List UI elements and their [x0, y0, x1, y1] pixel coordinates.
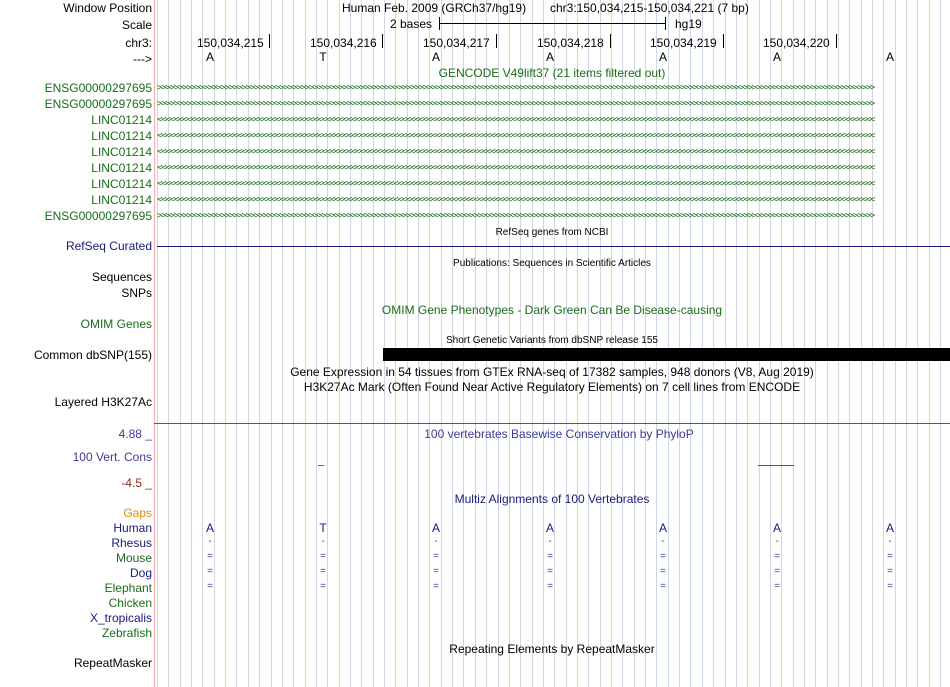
alignment-dog-base: = [660, 566, 666, 577]
species-label[interactable]: Human [113, 521, 152, 535]
alignment-human-base: A [545, 521, 555, 535]
alignment-elephant-base: = [433, 581, 439, 592]
h3k27ac-baseline [154, 423, 950, 424]
alignment-elephant-base: = [887, 581, 893, 592]
label-separator [154, 0, 155, 687]
cons-scale-min: -4.5 _ [121, 476, 152, 490]
alignment-elephant-base: = [207, 581, 213, 592]
gencode-gene-label[interactable]: ENSG00000297695 [44, 81, 152, 95]
gencode-gene-feature[interactable]: >>>>>>>>>>>>>>>>>>>>>>>>>>>>>>>>>>>>>>>>>>>>>>>>>>>>>>>>>>>>>>>>>>>>>>>>>>>>>>>>>>>>>>>>>>>>>>>>>>>>>>>>>>>>>>>>>>>>>>>>>>>>>>>>>>>>>>>>>>>>>>>>>>>>>>>>>>>>>>>>>>>>>>>>>> [157, 84, 875, 93]
gencode-gene-label[interactable]: LINC01214 [91, 145, 152, 159]
coordinate-tick [723, 34, 724, 48]
snps-label[interactable]: SNPs [121, 286, 152, 300]
alignment-human-base: A [658, 521, 668, 535]
coordinate-label: 150,034,217 [423, 36, 490, 50]
coordinate-label: 150,034,219 [650, 36, 717, 50]
dbsnp-track-title: Short Genetic Variants from dbSNP release 155 [446, 335, 658, 346]
ruler-base: A [431, 50, 441, 64]
alignment-mouse-base: = [660, 551, 666, 562]
repeatmasker-track-title: Repeating Elements by RepeatMasker [449, 642, 655, 656]
coordinate-label: 150,034,220 [763, 36, 830, 50]
species-label[interactable]: X_tropicalis [89, 611, 152, 625]
alignment-dog-base: = [547, 566, 553, 577]
publications-track-title: Publications: Sequences in Scientific Articles [453, 258, 651, 269]
coordinate-label: 150,034,215 [197, 36, 264, 50]
ruler-base: A [205, 50, 215, 64]
scale-db: hg19 [675, 17, 702, 31]
vert-cons-label[interactable]: 100 Vert. Cons [72, 450, 152, 464]
alignment-mouse-base: = [433, 551, 439, 562]
gencode-gene-label[interactable]: LINC01214 [91, 177, 152, 191]
alignment-rhesus-base: - [888, 536, 892, 547]
alignment-dog-base: = [887, 566, 893, 577]
species-label[interactable]: Elephant [104, 581, 152, 595]
alignment-rhesus-base: - [434, 536, 438, 547]
gencode-gene-label[interactable]: LINC01214 [91, 161, 152, 175]
alignment-human-base: T [319, 521, 327, 535]
gencode-gene-label[interactable]: LINC01214 [91, 129, 152, 143]
gencode-gene-feature[interactable]: <<<<<<<<<<<<<<<<<<<<<<<<<<<<<<<<<<<<<<<<<<<<<<<<<<<<<<<<<<<<<<<<<<<<<<<<<<<<<<<<<<<<<<<<<<<<<<<<<<<<<<<<<<<<<<<<<<<<<<<<<<<<<<<<<<<<<<<<<<<<<<<<<<<<<<<<<<<<<<<<<<<<<<<<<< [157, 116, 875, 125]
coordinate-tick [269, 34, 270, 48]
scale-label: Scale [121, 18, 152, 32]
coordinate-tick [610, 34, 611, 48]
ruler-base: A [545, 50, 555, 64]
omim-track-title: OMIM Gene Phenotypes - Dark Green Can Be Disease-causing [381, 303, 723, 317]
species-label[interactable]: Mouse [115, 551, 152, 565]
gencode-gene-feature[interactable]: <<<<<<<<<<<<<<<<<<<<<<<<<<<<<<<<<<<<<<<<<<<<<<<<<<<<<<<<<<<<<<<<<<<<<<<<<<<<<<<<<<<<<<<<<<<<<<<<<<<<<<<<<<<<<<<<<<<<<<<<<<<<<<<<<<<<<<<<<<<<<<<<<<<<<<<<<<<<<<<<<<<<<<<<<< [157, 148, 875, 157]
alignment-human-base: A [205, 521, 215, 535]
alignment-elephant-base: = [660, 581, 666, 592]
phylop-track-title: 100 vertebrates Basewise Conservation by PhyloP [424, 427, 694, 441]
alignment-mouse-base: = [774, 551, 780, 562]
alignment-mouse-base: = [547, 551, 553, 562]
gencode-gene-feature[interactable]: <<<<<<<<<<<<<<<<<<<<<<<<<<<<<<<<<<<<<<<<<<<<<<<<<<<<<<<<<<<<<<<<<<<<<<<<<<<<<<<<<<<<<<<<<<<<<<<<<<<<<<<<<<<<<<<<<<<<<<<<<<<<<<<<<<<<<<<<<<<<<<<<<<<<<<<<<<<<<<<<<<<<<<<<<< [157, 180, 875, 189]
alignment-dog-base: = [207, 566, 213, 577]
multiz-track-title: Multiz Alignments of 100 Vertebrates [454, 492, 650, 506]
ruler-base: A [658, 50, 668, 64]
gencode-gene-feature[interactable]: <<<<<<<<<<<<<<<<<<<<<<<<<<<<<<<<<<<<<<<<<<<<<<<<<<<<<<<<<<<<<<<<<<<<<<<<<<<<<<<<<<<<<<<<<<<<<<<<<<<<<<<<<<<<<<<<<<<<<<<<<<<<<<<<<<<<<<<<<<<<<<<<<<<<<<<<<<<<<<<<<<<<<<<<<< [157, 132, 875, 141]
assembly-title: Human Feb. 2009 (GRCh37/hg19) [342, 1, 527, 15]
gencode-gene-feature[interactable]: <<<<<<<<<<<<<<<<<<<<<<<<<<<<<<<<<<<<<<<<<<<<<<<<<<<<<<<<<<<<<<<<<<<<<<<<<<<<<<<<<<<<<<<<<<<<<<<<<<<<<<<<<<<<<<<<<<<<<<<<<<<<<<<<<<<<<<<<<<<<<<<<<<<<<<<<<<<<<<<<<<<<<<<<<< [157, 164, 875, 173]
window-position-label: Window Position [63, 1, 152, 15]
scale-bar [439, 23, 665, 24]
species-label[interactable]: Rhesus [111, 536, 152, 550]
alignment-rhesus-base: - [661, 536, 665, 547]
alignment-dog-base: = [320, 566, 326, 577]
refseq-gene-line[interactable] [157, 246, 950, 247]
alignment-rhesus-base: - [208, 536, 212, 547]
species-label[interactable]: Dog [129, 566, 152, 580]
ruler-base: A [885, 50, 895, 64]
gencode-gene-label[interactable]: ENSG00000297695 [44, 97, 152, 111]
cons-scale-max: 4.88 _ [118, 427, 152, 441]
strand-arrow-label: ---> [133, 52, 152, 66]
alignment-rhesus-base: - [548, 536, 552, 547]
alignment-dog-base: = [774, 566, 780, 577]
dbsnp-label[interactable]: Common dbSNP(155) [33, 348, 152, 362]
omim-genes-label[interactable]: OMIM Genes [80, 317, 152, 331]
alignment-human-base: A [885, 521, 895, 535]
alignment-human-base: A [772, 521, 782, 535]
scale-bar-left-tick [439, 17, 440, 30]
coordinate-label: 150,034,218 [537, 36, 604, 50]
chr-label: chr3: [125, 36, 152, 50]
refseq-track-title: RefSeq genes from NCBI [495, 227, 609, 238]
gencode-gene-feature[interactable]: >>>>>>>>>>>>>>>>>>>>>>>>>>>>>>>>>>>>>>>>>>>>>>>>>>>>>>>>>>>>>>>>>>>>>>>>>>>>>>>>>>>>>>>>>>>>>>>>>>>>>>>>>>>>>>>>>>>>>>>>>>>>>>>>>>>>>>>>>>>>>>>>>>>>>>>>>>>>>>>>>>>>>>>>>> [157, 100, 875, 109]
scale-text: 2 bases [390, 17, 433, 31]
h3k27ac-label[interactable]: Layered H3K27Ac [54, 395, 152, 409]
refseq-label[interactable]: RefSeq Curated [65, 239, 152, 253]
coordinate-tick [496, 34, 497, 48]
alignment-rhesus-base: - [775, 536, 779, 547]
gaps-label[interactable]: Gaps [123, 506, 152, 520]
gencode-gene-label[interactable]: LINC01214 [91, 193, 152, 207]
alignment-human-base: A [431, 521, 441, 535]
repeatmasker-label[interactable]: RepeatMasker [73, 656, 152, 670]
gencode-gene-feature[interactable]: <<<<<<<<<<<<<<<<<<<<<<<<<<<<<<<<<<<<<<<<<<<<<<<<<<<<<<<<<<<<<<<<<<<<<<<<<<<<<<<<<<<<<<<<<<<<<<<<<<<<<<<<<<<<<<<<<<<<<<<<<<<<<<<<<<<<<<<<<<<<<<<<<<<<<<<<<<<<<<<<<<<<<<<<<< [157, 196, 875, 205]
alignment-mouse-base: = [887, 551, 893, 562]
gencode-gene-feature[interactable]: >>>>>>>>>>>>>>>>>>>>>>>>>>>>>>>>>>>>>>>>>>>>>>>>>>>>>>>>>>>>>>>>>>>>>>>>>>>>>>>>>>>>>>>>>>>>>>>>>>>>>>>>>>>>>>>>>>>>>>>>>>>>>>>>>>>>>>>>>>>>>>>>>>>>>>>>>>>>>>>>>>>>>>>>>> [157, 212, 875, 221]
sequences-label[interactable]: Sequences [91, 270, 152, 284]
gencode-gene-label[interactable]: LINC01214 [91, 113, 152, 127]
alignment-elephant-base: = [547, 581, 553, 592]
h3k27ac-track-title: H3K27Ac Mark (Often Found Near Active Regulatory Elements) on 7 cell lines from ENCODE [303, 380, 801, 394]
dbsnp-variant-bar[interactable] [383, 348, 950, 361]
position-title: chr3:150,034,215-150,034,221 (7 bp) [550, 1, 749, 15]
scale-bar-right-tick [665, 17, 666, 30]
ruler-base: T [319, 50, 327, 64]
gencode-track-title: GENCODE V49lift37 (21 items filtered out) [438, 66, 666, 80]
coordinate-tick [382, 34, 383, 48]
gtex-track-title: Gene Expression in 54 tissues from GTEx RNA-seq of 17382 samples, 948 donors (V8, Aug 2019) [290, 365, 814, 379]
ruler-base: A [772, 50, 782, 64]
alignment-mouse-base: = [207, 551, 213, 562]
species-label[interactable]: Zebrafish [101, 626, 152, 640]
coordinate-tick [836, 34, 837, 48]
alignment-elephant-base: = [320, 581, 326, 592]
alignment-elephant-base: = [774, 581, 780, 592]
alignment-rhesus-base: - [321, 536, 325, 547]
gencode-gene-label[interactable]: ENSG00000297695 [44, 209, 152, 223]
coordinate-label: 150,034,216 [310, 36, 377, 50]
phylop-positive-mark [318, 465, 324, 466]
alignment-mouse-base: = [320, 551, 326, 562]
species-label[interactable]: Chicken [108, 596, 152, 610]
alignment-dog-base: = [433, 566, 439, 577]
phylop-negative-mark [758, 465, 794, 466]
